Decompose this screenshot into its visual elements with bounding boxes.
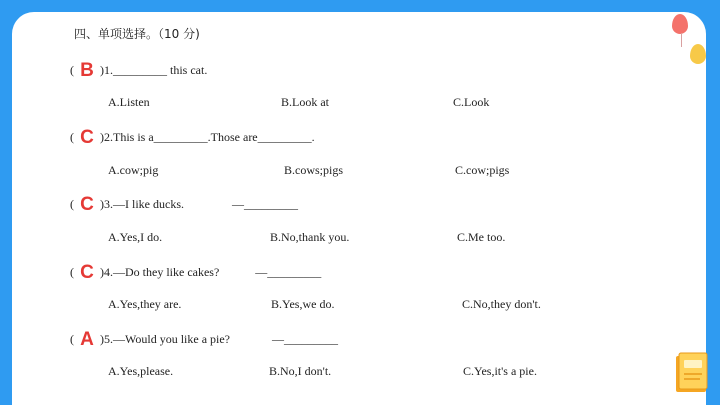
open-paren: ( xyxy=(70,63,74,77)
question-1-option-b: B.Look at xyxy=(281,95,329,109)
section-title: 四、单项选择。（10 分) xyxy=(74,27,200,41)
question-1-option-c: C.Look xyxy=(453,95,490,109)
question-3-option-c: C.Me too. xyxy=(457,230,506,244)
red-balloon-icon xyxy=(672,14,688,34)
open-paren: ( xyxy=(70,332,74,346)
question-5-stem: )5.—Would you like a pie? —_________ xyxy=(100,332,339,346)
question-4-option-a: A.Yes,they are. xyxy=(108,297,182,311)
question-2-option-b: B.cows;pigs xyxy=(284,163,344,177)
question-4-option-b: B.Yes,we do. xyxy=(271,297,335,311)
question-4 xyxy=(70,262,321,284)
open-paren: ( xyxy=(70,265,74,279)
question-1-option-a: A.Listen xyxy=(108,95,150,109)
question-5 xyxy=(70,329,338,351)
question-5-option-a: A.Yes,please. xyxy=(108,364,174,378)
question-4-stem: )4.—Do they like cakes? —_________ xyxy=(100,265,322,279)
question-3 xyxy=(70,194,298,216)
question-5-option-b: B.No,I don't. xyxy=(269,364,332,378)
question-3-option-b: B.No,thank you. xyxy=(270,230,350,244)
question-2 xyxy=(70,127,315,149)
answer-3: C xyxy=(80,194,94,215)
answer-1: B xyxy=(80,60,94,81)
question-1 xyxy=(70,60,207,82)
book-icon xyxy=(672,350,710,394)
question-4-option-c: C.No,they don't. xyxy=(462,297,541,311)
question-1-stem: )1._________ this cat. xyxy=(100,63,208,77)
open-paren: ( xyxy=(70,197,74,211)
question-2-option-c: C.cow;pigs xyxy=(455,163,510,177)
question-3-stem: )3.—I like ducks. —_________ xyxy=(100,197,298,211)
open-paren: ( xyxy=(70,130,74,144)
question-5-option-c: C.Yes,it's a pie. xyxy=(463,364,537,378)
yellow-balloon-icon xyxy=(690,44,706,64)
answer-2: C xyxy=(80,127,94,148)
balloon-string xyxy=(681,33,682,47)
answer-4: C xyxy=(80,262,94,283)
question-3-option-a: A.Yes,I do. xyxy=(108,230,163,244)
question-2-stem: )2.This is a_________.Those are_________. xyxy=(100,130,315,144)
question-2-option-a: A.cow;pig xyxy=(108,163,159,177)
answer-5: A xyxy=(80,329,94,350)
